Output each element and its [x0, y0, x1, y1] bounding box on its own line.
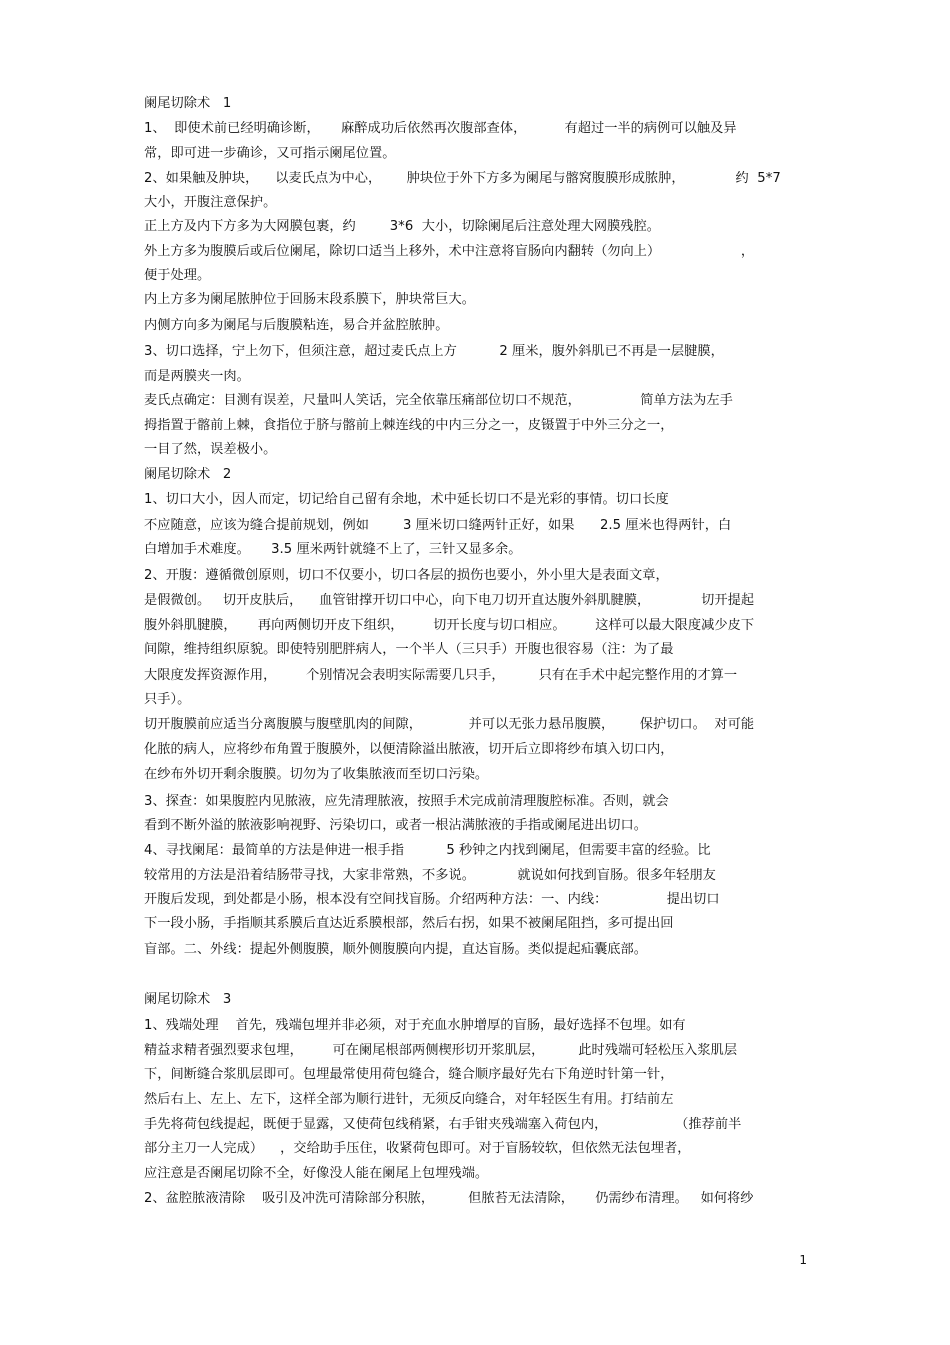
text-line: 正上方及内下方多为大网膜包裹，约 3*6 大小，切除阑尾后注意处理大网膜残腔。	[144, 219, 661, 234]
text-line: 内上方多为阑尾脓肿位于回肠末段系膜下，肿块常巨大。	[144, 292, 475, 307]
text-line: 而是两膜夹一肉。	[144, 369, 250, 384]
text-line: 麦氏点确定：目测有误差，尺量叫人笑话，完全依靠压痛部位切口不规范， 简单方法为左手	[144, 393, 733, 408]
text-line: 2、开腹：遵循微创原则，切口不仅要小，切口各层的损伤也要小，外小里大是表面文章，	[144, 568, 669, 583]
text-line: 阑尾切除术 3	[144, 992, 232, 1007]
text-line: 3、探查：如果腹腔内见脓液，应先清理脓液，按照手术完成前清理腹腔标准。否则，就会	[144, 794, 669, 809]
text-line: 一目了然，误差极小。	[144, 442, 277, 457]
text-line: 精益求精者强烈要求包埋， 可在阑尾根部两侧楔形切开浆肌层， 此时残端可轻松压入浆肌层	[144, 1043, 738, 1058]
text-line: 应注意是否阑尾切除不全，好像没人能在阑尾上包埋残端。	[144, 1166, 489, 1181]
text-line: 内侧方向多为阑尾与后腹膜粘连，易合并盆腔脓肿。	[144, 318, 449, 333]
page-number: 1	[799, 1253, 807, 1267]
text-line: 1、切口大小，因人而定，切记给自己留有余地，术中延长切口不是光彩的事情。切口长度	[144, 492, 669, 507]
text-line: 腹外斜肌腱膜， 再向两侧切开皮下组织， 切开长度与切口相应。 这样可以最大限度减少皮下	[144, 618, 755, 633]
text-line: 较常用的方法是沿着结肠带寻找，大家非常熟，不多说。 就说如何找到盲肠。很多年轻朋友	[144, 868, 716, 883]
text-line: 是假微创。 切开皮肤后， 血管钳撑开切口中心，向下电刀切开直达腹外斜肌腱膜， 切开提起	[144, 593, 755, 608]
text-line: 不应随意，应该为缝合提前规划，例如 3 厘米切口缝两针正好，如果 2.5 厘米也得两针，白	[144, 518, 732, 533]
text-line: 大限度发挥资源作用， 个别情况会表明实际需要几只手， 只有在手术中起完整作用的才算一	[144, 668, 738, 683]
text-line: 2、如果触及肿块， 以麦氏点为中心， 肿块位于外下方多为阑尾与髂窝腹膜形成脓肿， 约 5*7	[144, 171, 781, 186]
text-line: 大小，开腹注意保护。	[144, 195, 277, 210]
text-line: 部分主刀一人完成） ，交给助手压住，收紧荷包即可。对于盲肠较软，但依然无法包埋者，	[144, 1141, 691, 1156]
text-line: 便于处理。	[144, 268, 211, 283]
text-line: 在纱布外切开剩余腹膜。切勿为了收集脓液而至切口污染。	[144, 767, 489, 782]
text-line: 1、残端处理 首先，残端包埋并非必须，对于充血水肿增厚的盲肠，最好选择不包埋。如有	[144, 1018, 686, 1033]
text-line: 切开腹膜前应适当分离腹膜与腹壁肌肉的间隙， 并可以无张力悬吊腹膜， 保护切口。 对可能	[144, 717, 755, 732]
text-line: 阑尾切除术 1	[144, 96, 232, 111]
text-line: 只手）。	[144, 692, 191, 707]
text-line: 3、切口选择，宁上勿下，但须注意，超过麦氏点上方 2 厘米，腹外斜肌已不再是一层腱膜，	[144, 344, 724, 359]
text-line: 间隙，维持组织原貌。即使特别肥胖病人，一个半人（三只手）开腹也很容易（注：为了最	[144, 642, 674, 657]
text-line: 盲部。二、外线：提起外侧腹膜，顺外侧腹膜向内提，直达盲肠。类似提起疝囊底部。	[144, 942, 648, 957]
text-line: 拇指置于髂前上棘，食指位于脐与髂前上棘连线的中内三分之一，皮镊置于中外三分之一，	[144, 418, 674, 433]
text-line: 外上方多为腹膜后或后位阑尾，除切口适当上移外，术中注意将盲肠向内翻转（勿向上） ，	[144, 244, 755, 259]
text-line: 看到不断外溢的脓液影响视野、污染切口，或者一根沾满脓液的手指或阑尾进出切口。	[144, 818, 648, 833]
text-line: 化脓的病人，应将纱布角置于腹膜外，以便清除溢出脓液，切开后立即将纱布填入切口内，	[144, 742, 674, 757]
text-line: 2、盆腔脓液清除 吸引及冲洗可清除部分积脓， 但脓苔无法清除， 仍需纱布清理。 如何将纱	[144, 1191, 754, 1206]
text-line: 然后右上、左上、左下，这样全部为顺行进针，无须反向缝合，对年轻医生有用。打结前左	[144, 1092, 674, 1107]
text-line: 阑尾切除术 2	[144, 467, 232, 482]
text-line: 手先将荷包线提起，既便于显露，又使荷包线稍紧，右手钳夹残端塞入荷包内， （推荐前半	[144, 1117, 742, 1132]
text-line: 常，即可进一步确诊，又可指示阑尾位置。	[144, 146, 396, 161]
text-line: 开腹后发现，到处都是小肠，根本没有空间找盲肠。介绍两种方法：一、内线： 提出切口	[144, 892, 720, 907]
text-line: 白增加手术难度。 3.5 厘米两针就缝不上了，三针又显多余。	[144, 542, 522, 557]
text-line: 下一段小肠，手指顺其系膜后直达近系膜根部，然后右拐，如果不被阑尾阻挡，多可提出回	[144, 916, 674, 931]
text-line: 1、 即使术前已经明确诊断， 麻醉成功后依然再次腹部查体， 有超过一半的病例可以触及异	[144, 121, 737, 136]
text-line: 4、寻找阑尾：最简单的方法是伸进一根手指 5 秒钟之内找到阑尾，但需要丰富的经验。比	[144, 843, 711, 858]
text-line: 下，间断缝合浆肌层即可。包埋最常使用荷包缝合，缝合顺序最好先右下角逆时针第一针，	[144, 1067, 674, 1082]
